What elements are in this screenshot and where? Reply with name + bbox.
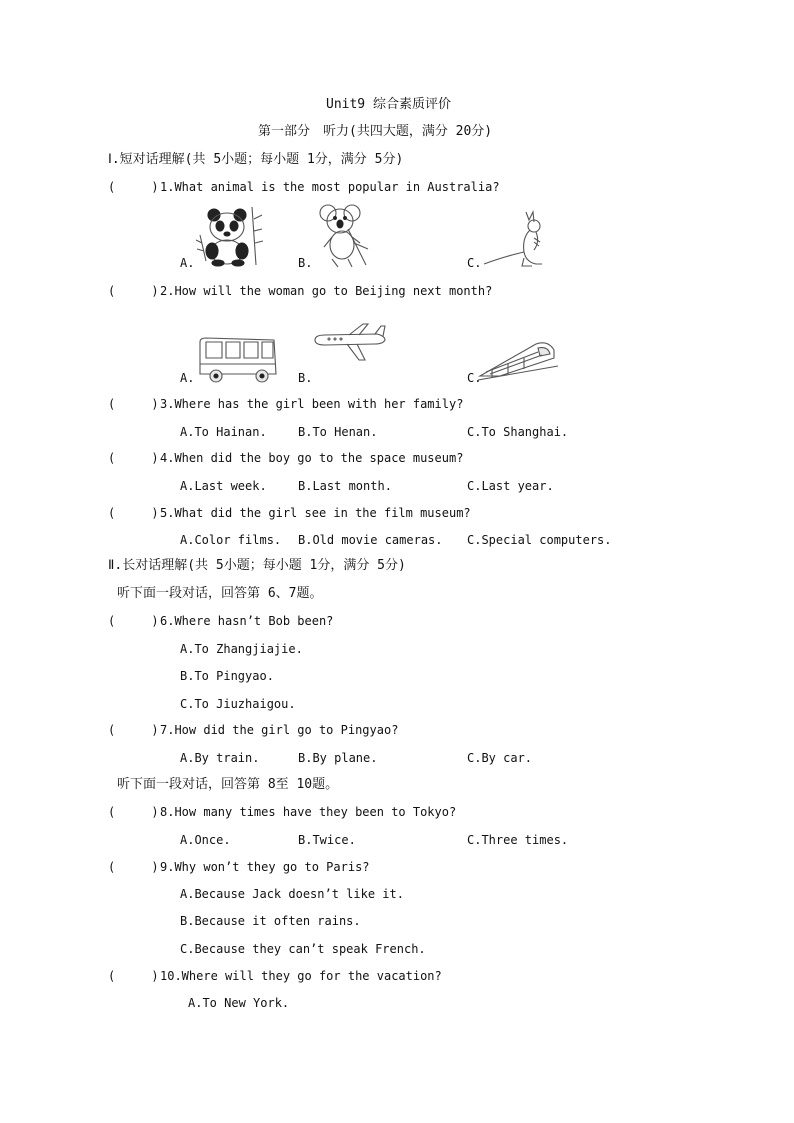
q4-option-a[interactable]: A.Last week. xyxy=(180,479,267,493)
q8-option-a[interactable]: A.Once. xyxy=(180,833,231,847)
q7-option-c[interactable]: C.By car. xyxy=(467,751,533,765)
kangaroo-icon xyxy=(482,208,546,268)
bus-icon xyxy=(196,334,278,384)
q3-option-a[interactable]: A.To Hainan. xyxy=(180,425,267,439)
question-10: 10.Where will they go for the vacation? xyxy=(160,969,442,983)
q3-option-b[interactable]: B.To Henan. xyxy=(298,425,378,439)
answer-blank-5[interactable]: ( ) xyxy=(108,506,159,520)
section-2-heading: Ⅱ.长对话理解(共 5小题；每小题 1分，满分 5分) xyxy=(108,558,406,573)
question-4: 4.When did the boy go to the space museum? xyxy=(160,451,464,465)
q5-option-a[interactable]: A.Color films. xyxy=(180,533,282,547)
question-6: 6.Where hasn’t Bob been? xyxy=(160,614,334,628)
q7-option-a[interactable]: A.By train. xyxy=(180,751,260,765)
q6-option-b[interactable]: B.To Pingyao. xyxy=(180,669,274,683)
answer-blank-10[interactable]: ( ) xyxy=(108,969,159,983)
panda-icon xyxy=(196,205,264,267)
q5-option-c[interactable]: C.Special computers. xyxy=(467,533,612,547)
question-9: 9.Why won’t they go to Paris? xyxy=(160,860,370,874)
plane-icon xyxy=(313,322,387,362)
q2-option-a[interactable]: A. xyxy=(180,371,195,385)
q4-option-b[interactable]: B.Last month. xyxy=(298,479,392,493)
q3-option-c[interactable]: C.To Shanghai. xyxy=(467,425,569,439)
answer-blank-4[interactable]: ( ) xyxy=(108,451,159,465)
q4-option-c[interactable]: C.Last year. xyxy=(467,479,554,493)
q5-option-b[interactable]: B.Old movie cameras. xyxy=(298,533,443,547)
q9-option-c[interactable]: C.Because they can’t speak French. xyxy=(180,942,426,956)
dialogue-intro-2: 听下面一段对话，回答第 8至 10题。 xyxy=(117,777,339,792)
q10-option-a[interactable]: A.To New York. xyxy=(188,996,290,1010)
question-8: 8.How many times have they been to Tokyo? xyxy=(160,805,457,819)
q6-option-c[interactable]: C.To Jiuzhaigou. xyxy=(180,697,296,711)
answer-blank-6[interactable]: ( ) xyxy=(108,614,159,628)
question-3: 3.Where has the girl been with her family? xyxy=(160,397,464,411)
answer-blank-2[interactable]: ( ) xyxy=(108,284,159,298)
page-subtitle: 第一部分 听力(共四大题，满分 20分) xyxy=(258,124,493,139)
q9-option-b[interactable]: B.Because it often rains. xyxy=(180,914,361,928)
question-2: 2.How will the woman go to Beijing next month? xyxy=(160,284,493,298)
page-title: Unit9 综合素质评价 xyxy=(326,97,451,112)
q1-option-b[interactable]: B. xyxy=(298,256,313,270)
q2-option-b[interactable]: B. xyxy=(298,371,313,385)
question-5: 5.What did the girl see in the film museum? xyxy=(160,506,471,520)
q1-option-c[interactable]: C. xyxy=(467,256,482,270)
answer-blank-1[interactable]: ( ) xyxy=(108,180,159,194)
answer-blank-7[interactable]: ( ) xyxy=(108,723,159,737)
q2-option-c[interactable]: C. xyxy=(467,371,482,385)
q7-option-b[interactable]: B.By plane. xyxy=(298,751,378,765)
answer-blank-9[interactable]: ( ) xyxy=(108,860,159,874)
section-1-heading: Ⅰ.短对话理解(共 5小题；每小题 1分，满分 5分) xyxy=(108,152,404,167)
q6-option-a[interactable]: A.To Zhangjiajie. xyxy=(180,642,303,656)
koala-icon xyxy=(318,203,370,269)
answer-blank-8[interactable]: ( ) xyxy=(108,805,159,819)
dialogue-intro-1: 听下面一段对话，回答第 6、7题。 xyxy=(117,586,323,601)
q9-option-a[interactable]: A.Because Jack doesn’t like it. xyxy=(180,887,404,901)
q1-option-a[interactable]: A. xyxy=(180,256,195,270)
q8-option-b[interactable]: B.Twice. xyxy=(298,833,356,847)
train-icon xyxy=(478,336,558,382)
q8-option-c[interactable]: C.Three times. xyxy=(467,833,569,847)
question-7: 7.How did the girl go to Pingyao? xyxy=(160,723,399,737)
answer-blank-3[interactable]: ( ) xyxy=(108,397,159,411)
question-1: 1.What animal is the most popular in Australia? xyxy=(160,180,500,194)
